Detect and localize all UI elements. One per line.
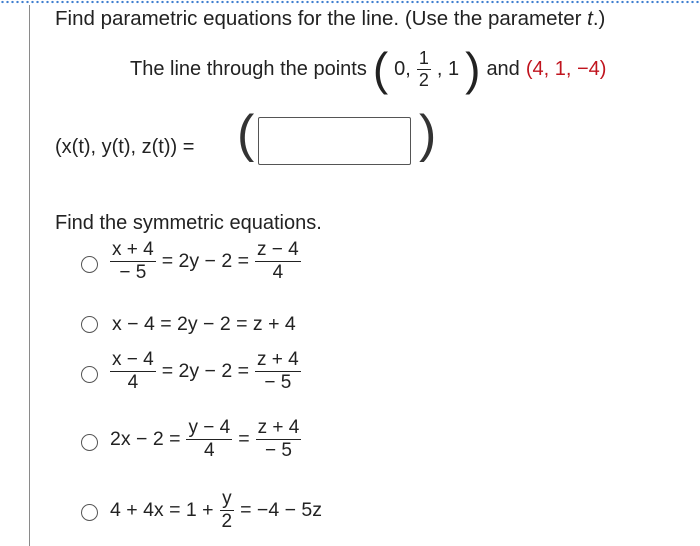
fraction-numerator: y (220, 489, 235, 511)
point2: (4, 1, −4) (525, 57, 607, 80)
option-1-fraction-x (110, 240, 156, 283)
fraction-denominator: − 5 (264, 371, 292, 393)
answer-right-paren: ) (419, 105, 437, 163)
point1-y-fraction (417, 49, 431, 90)
option-4-left: 2x − 2 = (110, 427, 181, 450)
left-margin-rule (29, 5, 30, 546)
fraction-denominator: 4 (272, 261, 284, 283)
fraction-denominator: − 5 (119, 261, 147, 283)
option-3-radio[interactable] (81, 366, 98, 383)
option-5-equation (110, 489, 322, 532)
line-prefix: The line through the points (130, 57, 367, 80)
parametric-answer-input[interactable] (258, 117, 411, 165)
point1-z: , 1 (436, 57, 460, 80)
right-paren: ) (465, 43, 481, 95)
point1-x: 0, (394, 57, 411, 80)
fraction-denominator: − 5 (264, 439, 292, 461)
option-5-radio[interactable] (81, 504, 98, 521)
option-4-middle: = (238, 427, 250, 450)
option-1-middle: = 2y − 2 = (161, 249, 250, 272)
fraction-denominator: 4 (204, 439, 215, 461)
option-5-left: 4 + 4x = 1 + (110, 498, 214, 521)
fraction-denominator: 2 (418, 69, 429, 90)
option-4-fraction-z (256, 418, 302, 461)
fraction-denominator: 2 (221, 510, 233, 532)
and-word: and (486, 57, 520, 80)
left-paren: ( (372, 43, 389, 95)
line-statement (130, 43, 607, 95)
fraction-denominator: 4 (127, 371, 139, 393)
fraction-numerator: x − 4 (112, 349, 154, 370)
option-3-fraction-x (110, 350, 156, 393)
fraction-numerator: z + 4 (257, 417, 300, 438)
option-3-equation (110, 350, 301, 393)
question-title (55, 7, 605, 31)
dotted-top-border (0, 0, 700, 4)
option-4-fraction-y (186, 418, 232, 461)
answer-label: (x(t), y(t), z(t)) = (55, 136, 195, 158)
symmetric-title: Find the symmetric equations. (55, 212, 322, 234)
option-3-middle: = 2y − 2 = (161, 359, 250, 382)
answer-left-paren: ( (237, 105, 255, 163)
option-5-right: = −4 − 5z (240, 498, 322, 521)
fraction-numerator: z − 4 (257, 239, 299, 260)
option-4-equation (110, 418, 301, 461)
fraction-numerator: z + 4 (257, 349, 299, 370)
option-1-fraction-z (255, 240, 301, 283)
fraction-numerator: x + 4 (112, 239, 154, 260)
option-2-radio[interactable] (81, 316, 98, 333)
option-1-radio[interactable] (81, 256, 98, 273)
fraction-numerator: y − 4 (188, 417, 231, 438)
option-2-equation: x − 4 = 2y − 2 = z + 4 (112, 313, 296, 335)
question-title-text: Find parametric equations for the line. (Use the parameter (55, 7, 588, 30)
fraction-numerator: 1 (418, 47, 429, 68)
option-3-fraction-z (255, 350, 301, 393)
option-1-equation (110, 240, 301, 283)
option-4-radio[interactable] (81, 434, 98, 451)
option-5-fraction-y (220, 489, 235, 532)
parameter-variable: t (587, 7, 593, 30)
question-title-end: .) (592, 7, 606, 30)
